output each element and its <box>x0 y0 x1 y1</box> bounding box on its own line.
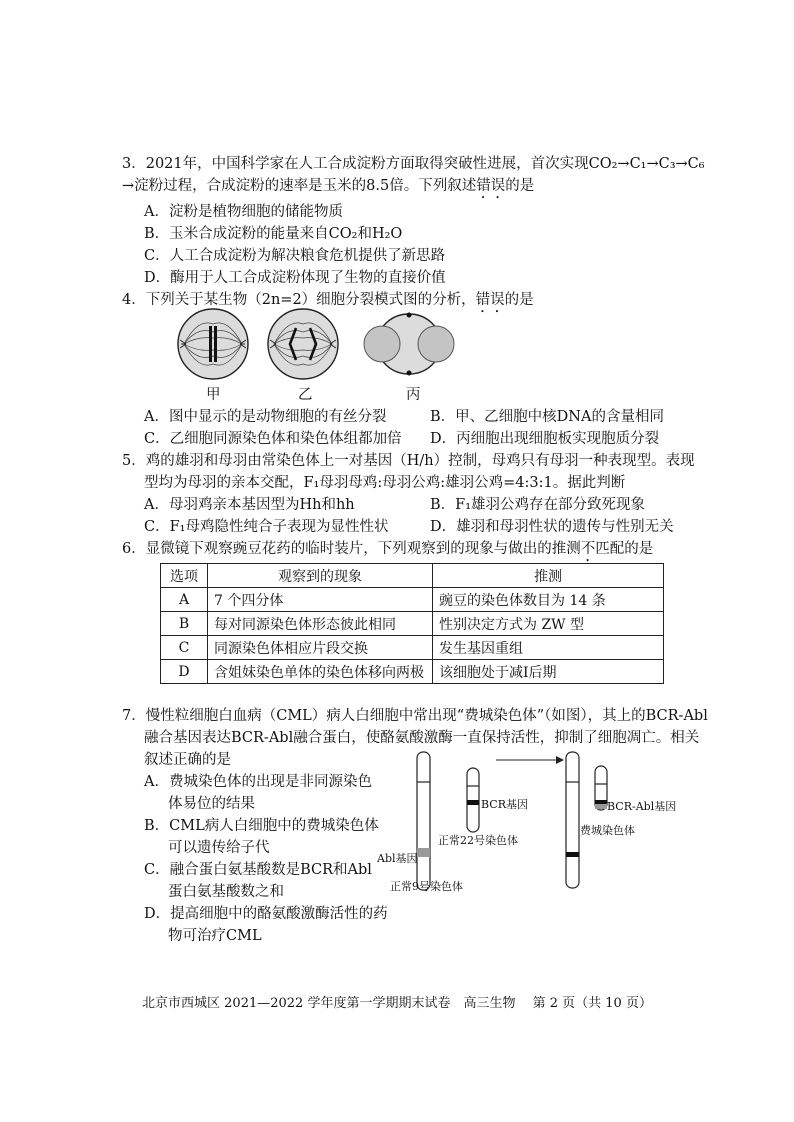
row-phenomenon: 含姐妹染色单体的染色体移向两极 <box>208 660 433 684</box>
q6-stem: 6．显微镜下观察豌豆花药的临时装片，下列观察到的现象与做出的推测不匹配的是 <box>122 541 654 557</box>
table-row <box>161 612 664 636</box>
q4-option-a: A．图中显示的是动物细胞的有丝分裂 <box>144 409 387 425</box>
q3-option-a: A．淀粉是植物细胞的储能物质 <box>144 204 343 220</box>
label-jia: 甲 <box>206 387 221 403</box>
row-option: D <box>161 660 208 684</box>
arrow-icon <box>496 756 564 764</box>
q3-option-c: C．人工合成淀粉为解决粮食危机提供了新思路 <box>144 248 446 264</box>
row-inference: 性别决定方式为 ZW 型 <box>433 612 664 636</box>
cell-bing <box>364 313 454 376</box>
q7-option-d: D．提高细胞中的酪氨酸激酶活性的药 <box>144 906 388 922</box>
table-row <box>161 660 664 684</box>
chromosome-22 <box>467 768 479 832</box>
row-phenomenon: 每对同源染色体形态彼此相同 <box>208 612 433 636</box>
label-chr9: 正常9号染色体 <box>390 880 463 893</box>
q4-stem: 4．下列关于某生物（2n=2）细胞分裂模式图的分析，错误的是 <box>122 292 534 308</box>
cell-jia <box>178 309 248 379</box>
q5-stem-line2: 型均为母羽的亲本交配，F₁母羽母鸡:母羽公鸡:雄羽公鸡=4:3:1。据此判断 <box>144 475 626 491</box>
q3-stem-line1: 3．2021年，中国科学家在人工合成淀粉方面取得突破性进展，首次实现CO₂→C₁→C₃→C₆ <box>122 156 705 172</box>
q7-option-c: C．融合蛋白氨基酸数是BCR和Abl <box>144 862 372 878</box>
cell-yi <box>268 309 338 379</box>
label-chr22: 正常22号染色体 <box>438 834 518 847</box>
q7-option-b-cont: 可以遗传给子代 <box>168 840 270 856</box>
label-fusion-gene: BCR-Abl基因 <box>607 800 677 813</box>
row-inference: 发生基因重组 <box>433 636 664 660</box>
q3-stem-line2: →淀粉过程，合成淀粉的速率是玉米的8.5倍。下列叙述错误的是 <box>122 178 535 194</box>
row-option: B <box>161 612 208 636</box>
derivative-chromosome-9 <box>566 752 579 888</box>
row-inference: 该细胞处于减Ⅰ后期 <box>433 660 664 684</box>
table-row <box>161 636 664 660</box>
header-option: 选项 <box>161 564 208 588</box>
q5-option-c: C．F₁母鸡隐性纯合子表现为显性性状 <box>144 519 389 535</box>
q3-option-b: B．玉米合成淀粉的能量来自CO₂和H₂O <box>144 226 403 242</box>
cell-division-figure <box>172 306 472 382</box>
q7-option-c-cont: 蛋白氨基酸数之和 <box>168 884 284 900</box>
page-footer: 北京市西城区 2021—2022 学年度第一学期期末试卷 高三生物 第 2 页（共 10 页） <box>142 996 652 1011</box>
q3-option-d: D．酶用于人工合成淀粉体现了生物的直接价值 <box>144 270 446 286</box>
label-bing: 丙 <box>406 387 421 403</box>
label-yi: 乙 <box>298 387 313 403</box>
q7-stem-line3: 叙述正确的是 <box>144 752 231 768</box>
row-inference: 豌豆的染色体数目为 14 条 <box>433 588 664 612</box>
row-option: A <box>161 588 208 612</box>
q4-option-d: D．丙细胞出现细胞板实现胞质分裂 <box>430 431 660 447</box>
row-option: C <box>161 636 208 660</box>
label-abl-gene: Abl基因 <box>377 852 418 865</box>
q7-option-a-cont: 体易位的结果 <box>168 796 255 812</box>
q7-option-b: B．CML病人白细胞中的费城染色体 <box>144 818 379 834</box>
label-bcr-gene: BCR基因 <box>481 798 528 811</box>
label-philadelphia: 费城染色体 <box>580 824 635 837</box>
q5-option-b: B．F₁雄羽公鸡存在部分致死现象 <box>430 497 646 513</box>
header-phenomenon: 观察到的现象 <box>208 564 433 588</box>
philadelphia-chromosome <box>595 766 607 810</box>
q5-option-d: D．雄羽和母羽性状的遗传与性别无关 <box>430 519 674 535</box>
row-phenomenon: 7 个四分体 <box>208 588 433 612</box>
q7-stem-line1: 7．慢性粒细胞白血病（CML）病人白细胞中常出现“费城染色体”（如图），其上的BCR-Abl <box>122 708 708 724</box>
chromosome-9 <box>417 752 430 890</box>
q5-stem-line1: 5．鸡的雄羽和母羽由常染色体上一对基因（H/h）控制，母鸡只有母羽一种表现型。表现 <box>122 453 695 469</box>
q6-table <box>160 563 664 684</box>
q4-option-b: B．甲、乙细胞中核DNA的含量相同 <box>430 409 664 425</box>
header-inference: 推测 <box>433 564 664 588</box>
row-phenomenon: 同源染色体相应片段交换 <box>208 636 433 660</box>
q7-option-a: A．费城染色体的出现是非同源染色 <box>144 774 372 790</box>
table-row <box>161 588 664 612</box>
q7-stem-line2: 融合基因表达BCR-Abl融合蛋白，使酪氨酸激酶一直保持活性，抑制了细胞凋亡。相关 <box>144 730 700 746</box>
q4-option-c: C．乙细胞同源染色体和染色体组都加倍 <box>144 431 402 447</box>
table-header-row <box>161 564 664 588</box>
q5-option-a: A．母羽鸡亲本基因型为Hh和hh <box>144 497 355 513</box>
q7-option-d-cont: 物可治疗CML <box>168 928 262 944</box>
